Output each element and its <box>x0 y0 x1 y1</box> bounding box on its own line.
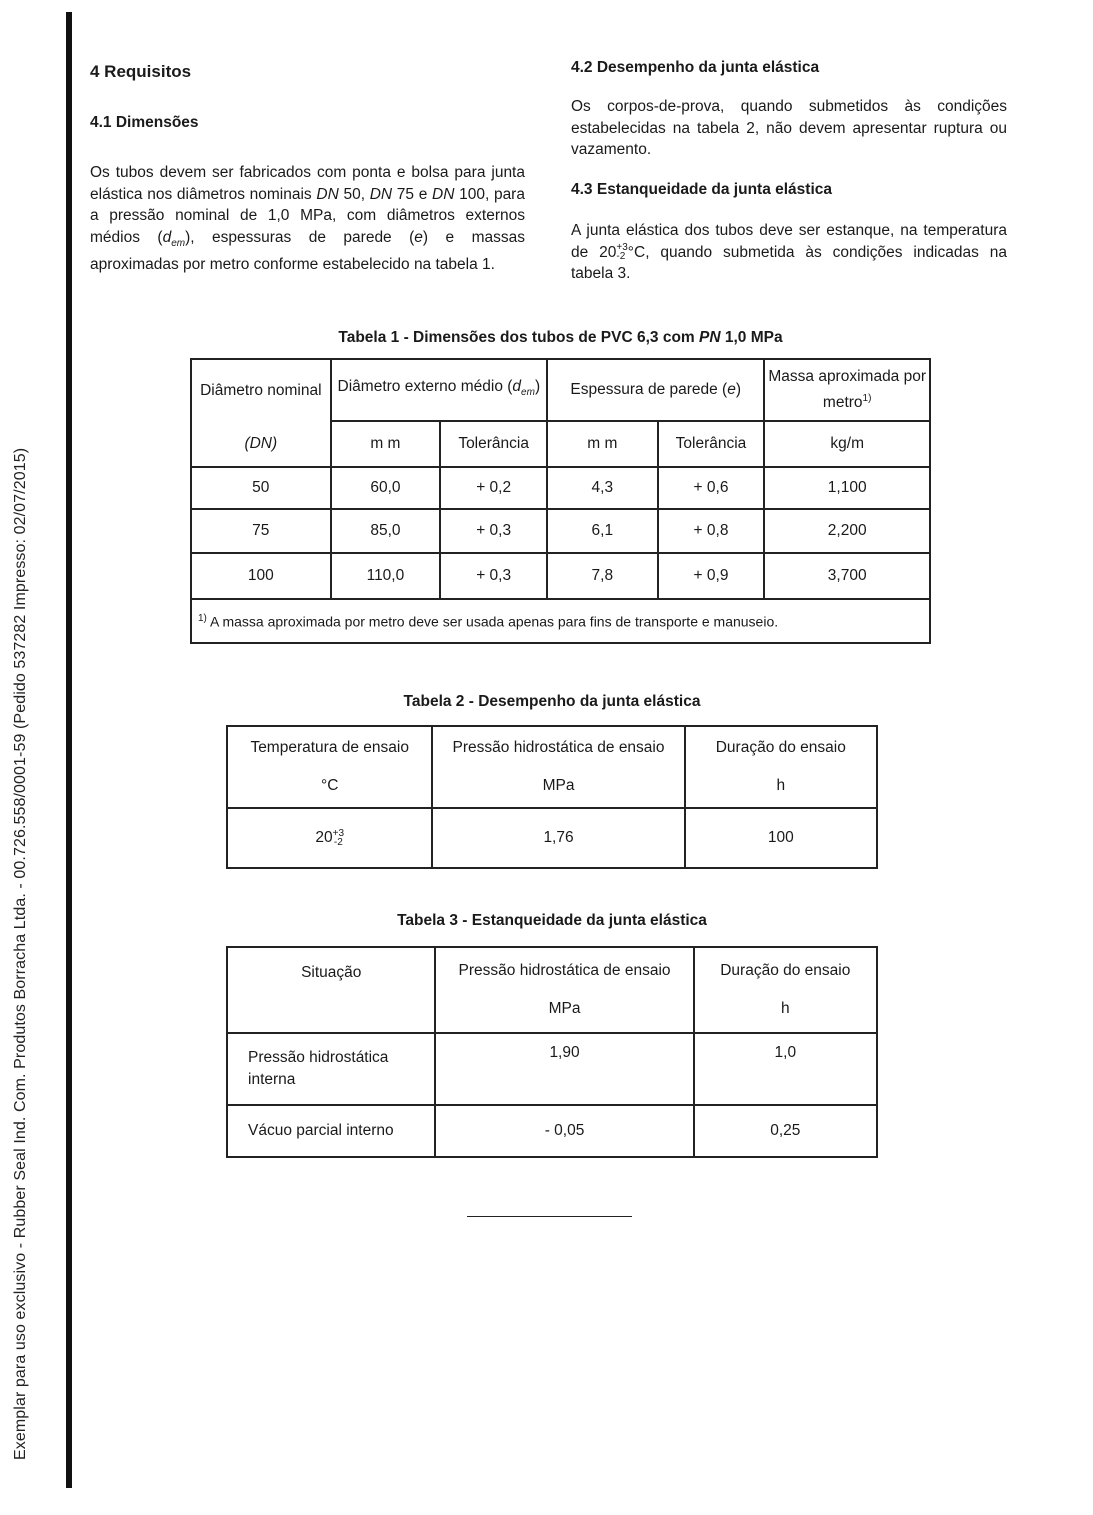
section-4-3-title: 4.3 Estanqueidade da junta elástica <box>571 181 833 198</box>
t1-header-dn: Diâmetro nominal <box>191 359 331 421</box>
t1-cell: 2,200 <box>764 509 930 553</box>
t1-cell: + 0,3 <box>440 553 547 599</box>
table-row <box>227 1105 877 1157</box>
table-row <box>191 467 930 509</box>
t1-cell: + 0,9 <box>658 553 765 599</box>
t1-cell: 4,3 <box>547 467 658 509</box>
t1-cell: 100 <box>191 553 331 599</box>
t1-cell: 75 <box>191 509 331 553</box>
t3-cell: Pressão hidrostática interna <box>227 1033 435 1105</box>
t2-header-pressure: Pressão hidrostática de ensaio MPa <box>432 726 684 808</box>
table3-caption: Tabela 3 - Estanqueidade da junta elástica <box>397 912 707 929</box>
t3-cell: 1,0 <box>694 1033 877 1105</box>
t1-header-dn-symbol: (DN) <box>191 421 331 467</box>
t2-header-temp: Temperatura de ensaio °C <box>227 726 432 808</box>
table1 <box>190 358 931 644</box>
t1-cell: + 0,8 <box>658 509 765 553</box>
table-row <box>191 553 930 599</box>
table1-caption: Tabela 1 - Dimensões dos tubos de PVC 6,3 com PN 1,0 MPa <box>338 329 783 346</box>
t3-header-duration: Duração do ensaio h <box>694 947 877 1033</box>
t1-cell: 3,700 <box>764 553 930 599</box>
table2 <box>226 725 878 869</box>
t1-cell: 6,1 <box>547 509 658 553</box>
t1-sub-kgm: kg/m <box>764 421 930 467</box>
t1-cell: + 0,3 <box>440 509 547 553</box>
side-watermark-note: Exemplar para uso exclusivo - Rubber Seal Ind. Com. Produtos Borracha Ltda. - 00.726.558/0001-59 (Pedido 537282 Impresso: 02/07/2015) <box>12 447 29 1460</box>
table-row <box>227 1033 877 1105</box>
t1-cell: + 0,2 <box>440 467 547 509</box>
t3-cell: - 0,05 <box>435 1105 693 1157</box>
t2-cell-pressure: 1,76 <box>432 808 684 868</box>
t1-header-external: Diâmetro externo médio $(d_{em})$ <box>331 359 547 421</box>
t1-cell: 110,0 <box>331 553 441 599</box>
table3 <box>226 946 878 1158</box>
t2-header-duration: Duração do ensaio h <box>685 726 877 808</box>
section-4-3-text: A junta elástica dos tubos deve ser estanque, na temperatura de 20 +3 -2 °C, quando submetida às condições indicadas na tabela 3. <box>571 222 1008 282</box>
t1-sub-tol-thk: Tolerância <box>658 421 765 467</box>
t1-cell: 85,0 <box>331 509 441 553</box>
table-row <box>227 808 877 868</box>
margin-bar <box>66 12 72 1488</box>
t1-header-thickness: Espessura de parede (e) <box>547 359 764 421</box>
t3-cell: 1,90 <box>435 1033 693 1105</box>
t1-cell: 1,100 <box>764 467 930 509</box>
t2-cell-duration: 100 <box>685 808 877 868</box>
t1-cell: 7,8 <box>547 553 658 599</box>
t3-header-situation: Situação <box>227 947 435 1033</box>
table-row <box>191 509 930 553</box>
t1-sub-mm-ext: m m <box>331 421 441 467</box>
section-4-1-text: Os tubos devem ser fabricados com ponta e bolsa para junta elástica nos diâmetros nominais DN 50, DN 75 e DN 100, para a pressão nominal de 1,0 MPa, com diâmetros externos médios $(d_{em})$, espessuras de parede (e) e massas aproximadas por metro conforme estabelecido na tabela 1. <box>90 164 525 274</box>
table2-caption: Tabela 2 - Desempenho da junta elástica <box>403 693 701 710</box>
t1-sub-tol-ext: Tolerância <box>440 421 547 467</box>
section-4-title: 4 Requisitos <box>90 62 192 81</box>
t1-sub-mm-thk: m m <box>547 421 658 467</box>
section-4-1-title: 4.1 Dimensões <box>90 114 199 131</box>
end-rule <box>467 1216 632 1217</box>
t2-cell-temp: 20 +3 -2 <box>227 808 432 868</box>
t1-header-mass: Massa aproximada por metro$^{1)}$ <box>764 359 930 421</box>
t3-header-pressure: Pressão hidrostática de ensaio MPa <box>435 947 693 1033</box>
section-4-2-title: 4.2 Desempenho da junta elástica <box>571 59 820 76</box>
t1-cell: + 0,6 <box>658 467 765 509</box>
t3-cell: Vácuo parcial interno <box>227 1105 435 1157</box>
t3-cell: 0,25 <box>694 1105 877 1157</box>
t1-cell: 60,0 <box>331 467 441 509</box>
t1-cell: 50 <box>191 467 331 509</box>
section-4-2-text: Os corpos-de-prova, quando submetidos às condições estabelecidas na tabela 2, não devem apresentar ruptura ou vazamento. <box>571 98 1007 158</box>
t1-footnote: $^{1)}$ A massa aproximada por metro deve ser usada apenas para fins de transporte e manuseio. <box>191 599 930 643</box>
